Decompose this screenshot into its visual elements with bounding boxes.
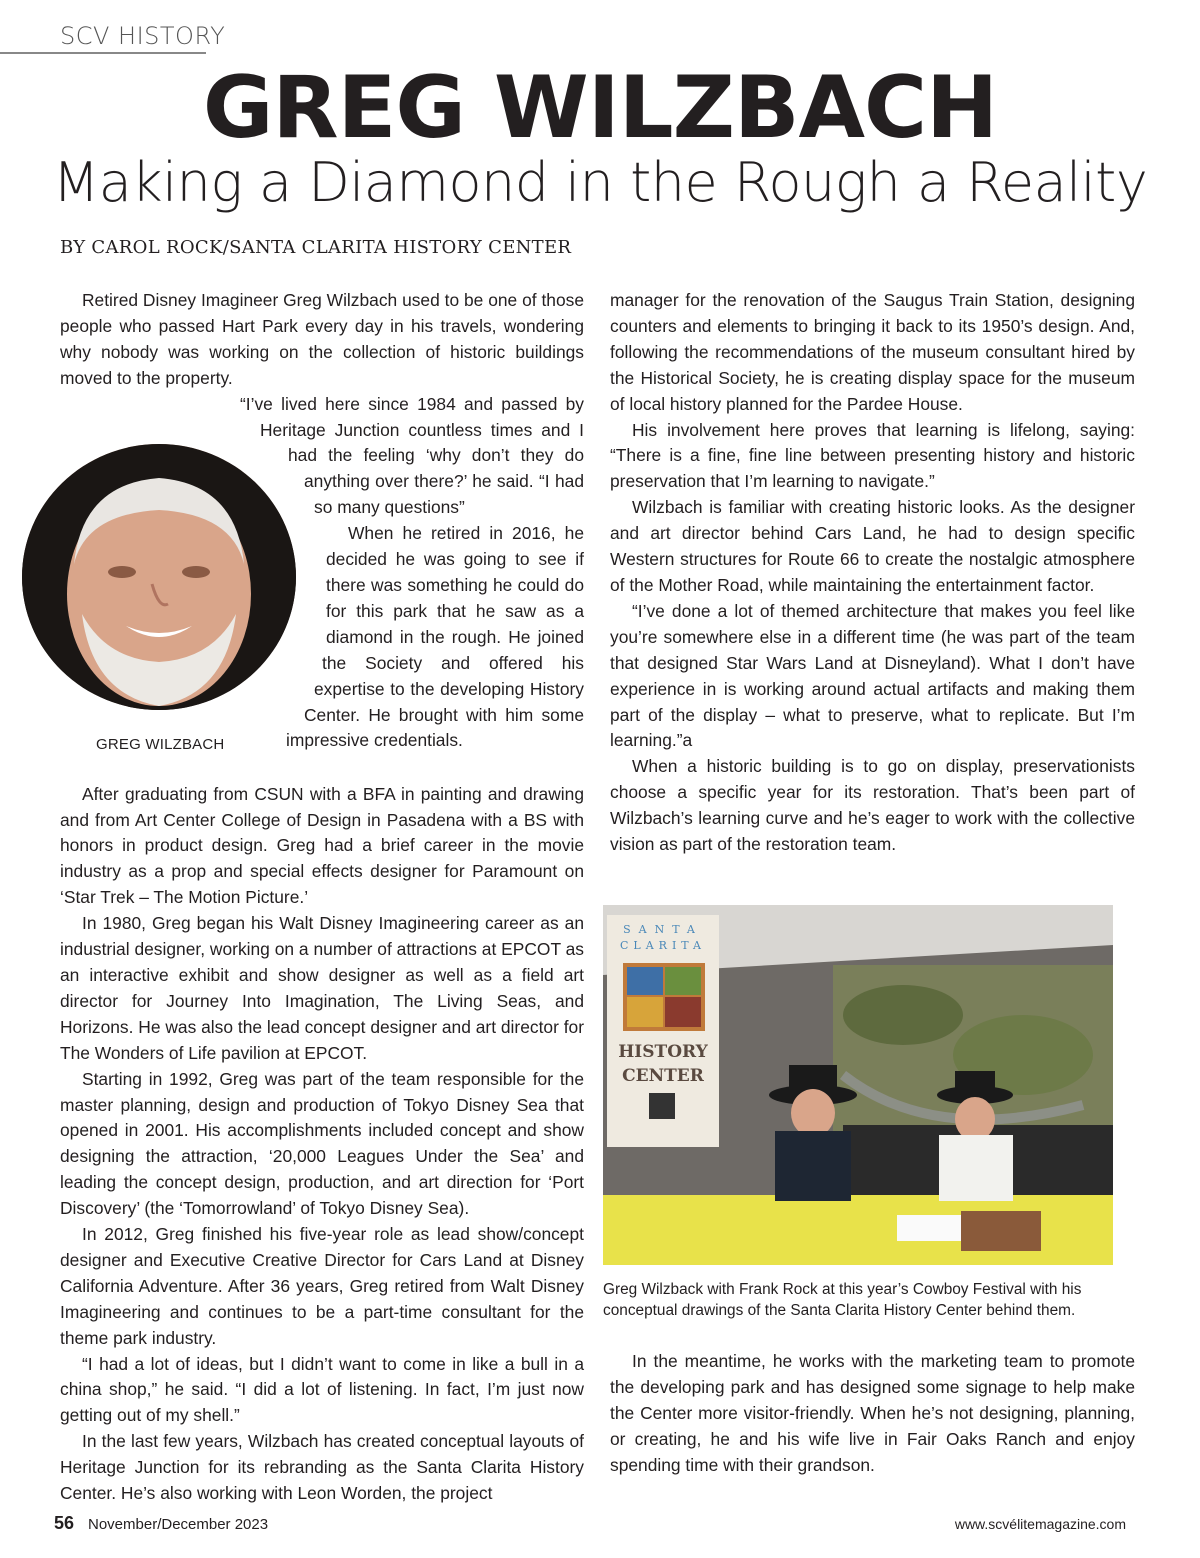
right-paragraph-5: When a historic building is to go on display, preservationists choose a specific year for its restoration. That’s been part of Wilzbach’s learning curve and he’s eager to work with the collective vision as part of the restoration team. [610,756,1135,855]
left-paragraph-5: In 1980, Greg began his Walt Disney Imagineering career as an industrial designer, working on a number of attractions at EPCOT as an interactive exhibit and show designer as well as a field art director for Journey Into Imagination, The Living Seas, and Horizons. He was also the lead concept designer and art director for The Wonders of Life pavilion at EPCOT. [60,913,584,1063]
portrait-photo [22,444,296,710]
wrap-spacer [60,756,242,782]
right-paragraph-3: Wilzbach is familiar with creating historic looks. As the designer and art director behind Cars Land, he had to design specific Western structures for Route 66 to create the nostalgic atmosphere of the Mother Road, while maintaining the entertainment factor. [610,497,1135,595]
left-paragraph-6: Starting in 1992, Greg was part of the team responsible for the master planning, design and production of Tokyo Disney Sea that opened in 2001. His accomplishments included concept and show designing the attraction, ‘20,000 Leagues Under the Sea’ and leading the concept design, production, and art direction for ‘Port Discovery’ (the ‘Tomorrowland’ of Tokyo Disney Sea). [60,1068,584,1219]
banner-text-santa: SANTA [623,923,703,936]
right-column-bottom [610,1349,1135,1479]
section-tag: SCV HISTORY [60,22,226,50]
page-number: 56 [54,1513,75,1533]
festival-photo [603,905,1113,1265]
left-paragraph-3: When he retired in 2016, he decided he was going to see if there was something he could do for this park that he saw as a diamond in the rough. He joined the Society and offered his expertise to the developing History Center. He brought with him some impressive credentials. [286,523,584,751]
banner-text-center: CENTER [622,1066,704,1086]
left-paragraph-2: “I’ve lived here since 1984 and passed by Heritage Junction countless times and I had the feeling ‘why don’t they do anything over there?’ he said. “I had so many questions” [240,393,584,518]
website-url: www.scvélitemagazine.com [954,1516,1126,1532]
portrait-illustration [22,444,296,710]
byline: BY CAROL ROCK/SANTA CLARITA HISTORY CENTER [60,237,572,258]
photo-caption: Greg Wilzback with Frank Rock at this year’s Cowboy Festival with his conceptual drawings of the Santa Clarita History Center behind them. [603,1281,1082,1319]
issue-date: November/December 2023 [88,1516,269,1533]
left-paragraph-1: Retired Disney Imagineer Greg Wilzbach used to be one of those people who passed Hart Park every day in his travels, wondering why nobody was working on the collection of historic buildings moved to the property. [60,290,584,388]
right-paragraph-2: His involvement here proves that learning is lifelong, saying: “There is a fine, fine line between presenting history and historic preservation that I’m learning to navigate.” [610,419,1135,492]
banner-text-clarita: CLARITA [620,939,706,952]
right-paragraph-6: In the meantime, he works with the marketing team to promote the developing park and has designed some signage to help make the Center more visitor-friendly. When he’s not designing, planning, or creating, he and his wife live in Fair Oaks Ranch and enjoy spending time with their grandson. [610,1351,1135,1475]
right-paragraph-4: “I’ve done a lot of themed architecture that makes you feel like you’re somewhere else in a different time (he was part of the team that designed Star Wars Land at Disneyland). What I don’t have experience in is working around actual artifacts and making them part of the display – what to preserve, what to replicate. But I’m learning.”a [610,600,1135,751]
article-title: GREG WILZBACH [202,58,998,158]
left-paragraph-9: In the last few years, Wilzbach has created conceptual layouts of Heritage Junction for its rebranding as the Santa Clarita History Center. He’s also working with Leon Worden, the project [60,1431,584,1504]
left-paragraph-4: After graduating from CSUN with a BFA in painting and drawing and from Art Center College of Design in Pasadena with a BS with honors in product design. Greg had a brief career in the movie industry as a prop and special effects designer for Paramount on ‘Star Trek – The Motion Picture.’ [60,783,584,908]
left-paragraph-7: In 2012, Greg finished his five-year role as lead show/concept designer and Executive Creative Director for Cars Land at Disney California Adventure. After 36 years, Greg retired from Walt Disney Imagineering and continues to be a part-time consultant for the theme park industry. [60,1224,584,1348]
wrap-spacer [60,392,240,418]
section-rule [0,52,206,54]
portrait-caption: GREG WILZBACH [96,736,225,753]
right-paragraph-1: manager for the renovation of the Saugus Train Station, designing counters and elements to bringing it back to its 1950’s design. And, following the recommendations of the museum consultant hired by the Historical Society, he is creating display space for the museum of local history planned for the Pardee House. [610,290,1135,414]
article-subtitle: Making a Diamond in the Rough a Reality [52,151,1148,214]
festival-scene [603,905,1113,1265]
banner-text-history: HISTORY [618,1042,708,1062]
left-paragraph-8: “I had a lot of ideas, but I didn’t want to come in like a bull in a china shop,” he said. “I did a lot of listening. In fact, I’m just now getting out of my shell.” [60,1353,584,1426]
right-column [610,288,1135,858]
wrap-spacer [60,418,260,444]
